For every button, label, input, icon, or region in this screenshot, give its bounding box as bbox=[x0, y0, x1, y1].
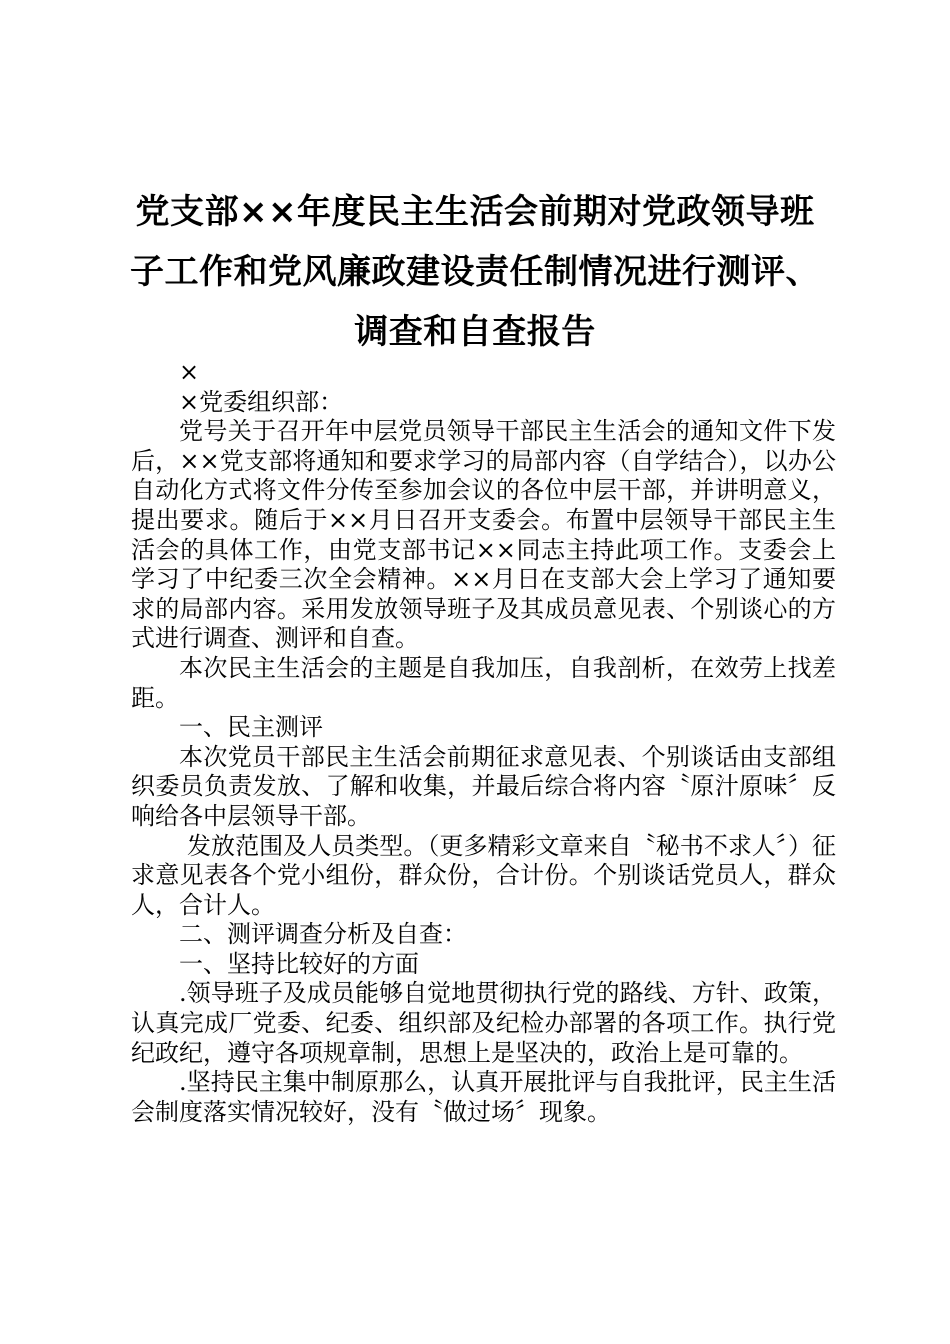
section-heading-analysis: 二、测评调查分析及自查： bbox=[179, 920, 467, 949]
paragraph-intro: 党号关于召开年中层党员领导干部民主生活会的通知文件下发后，××党支部将通知和要求学习的局部内容（自学结合），以办公自动化方式将文件分传至参加会议的各位中层干部，并讲明意义，提出要求。随后于××月日召开支委会。布置中层领导干部民主生活会的具体工作，由党支部书记××同志主持此项工作。支委会上学习了中纪委三次全会精神。××月日在支部大会上学习了通知要求的局部内容。采用发放领导班子及其成员意见表、个别谈心的方式进行调查、测评和自查。 bbox=[131, 417, 836, 653]
document-body bbox=[131, 358, 836, 1127]
paragraph-theme: 本次民主生活会的主题是自我加压，自我剖析，在效劳上找差距。 bbox=[131, 653, 836, 712]
document-title bbox=[118, 182, 832, 362]
title-line-2: 子工作和党风廉政建设责任制情况进行测评、 bbox=[130, 252, 820, 292]
paragraph-addressee: ×党委组织部： bbox=[179, 387, 344, 416]
subsection-heading-strengths: 一、坚持比较好的方面 bbox=[179, 949, 419, 978]
title-line-1: 党支部××年度民主生活会前期对党政领导班 bbox=[135, 192, 815, 232]
paragraph-strength-1: .领导班子及成员能够自觉地贯彻执行党的路线、方针、政策，认真完成厂党委、纪委、组织部及纪检办部署的各项工作。执行党纪政纪，遵守各项规章制，思想上是坚决的，政治上是可靠的。 bbox=[131, 979, 836, 1067]
paragraph-evaluation: 本次党员干部民主生活会前期征求意见表、个别谈话由支部组织委员负责发放、了解和收集，并最后综合将内容〝原汁原味〞反响给各中层领导干部。 bbox=[131, 742, 836, 830]
section-heading-evaluation: 一、民主测评 bbox=[179, 713, 323, 742]
title-line-3: 调查和自查报告 bbox=[354, 312, 596, 352]
paragraph-date-mark: × bbox=[179, 358, 200, 386]
paragraph-strength-2: .坚持民主集中制原那么，认真开展批评与自我批评，民主生活会制度落实情况较好，没有〝做过场〞现象。 bbox=[131, 1068, 836, 1126]
paragraph-scope: 发放范围及人员类型。（更多精彩文章来自〝秘书不求人〞）征求意见表各个党小组份，群众份，合计份。个别谈话党员人，群众人，合计人。 bbox=[131, 831, 836, 919]
